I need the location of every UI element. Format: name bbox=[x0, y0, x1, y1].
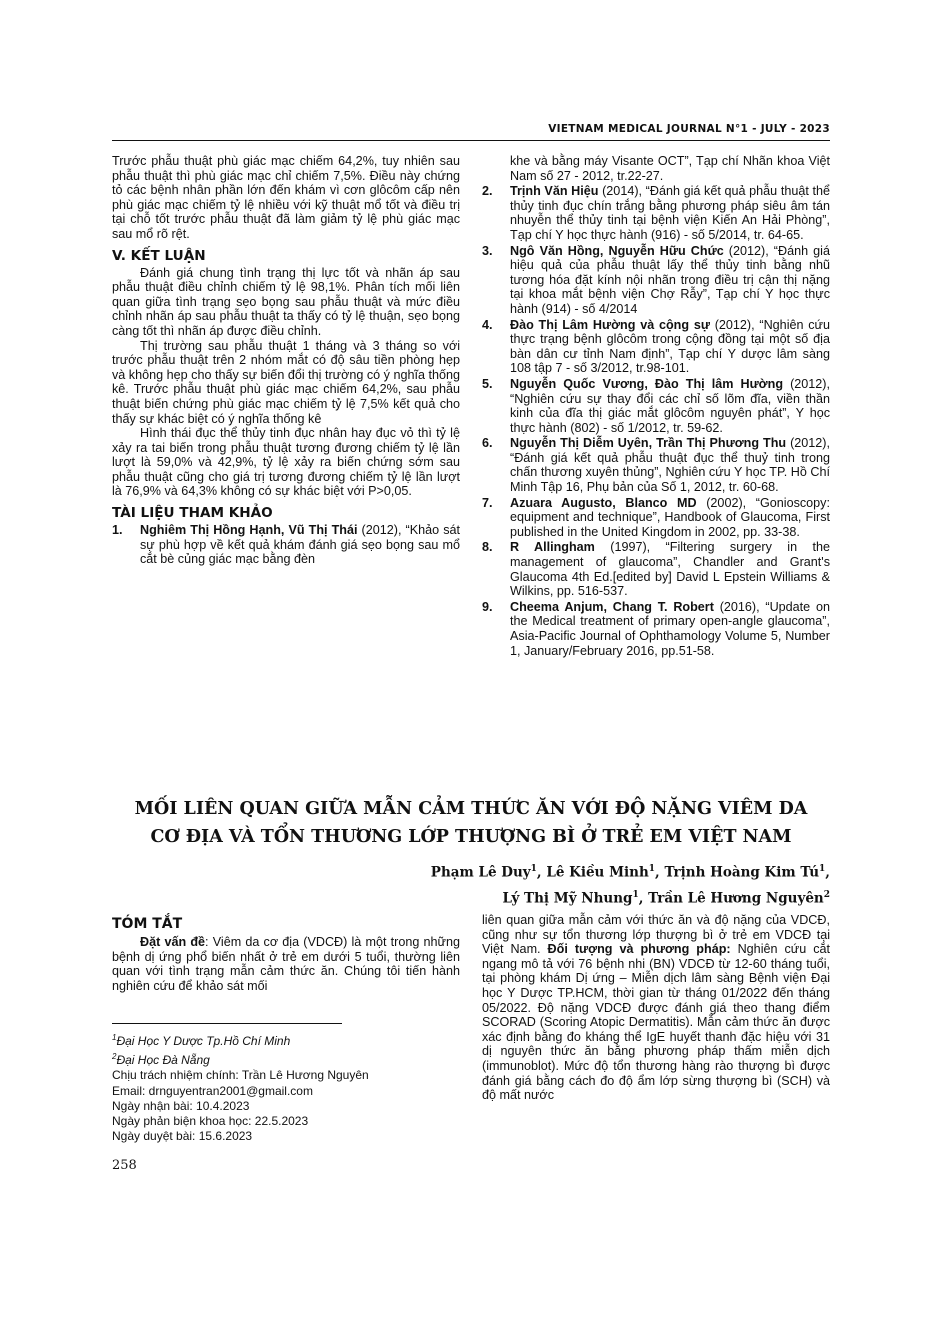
reference-text: (2012), “Nghiên cứu thực trạng bệnh glôcôm trong cộng đồng tại một số địa bàn dân cư tỉnh Nam định”, Tạp chí Y dược lâm sàng 108 tập 7 - số 3/2012, tr.98-101. bbox=[510, 317, 830, 376]
right-column bbox=[482, 154, 830, 659]
article-title bbox=[112, 795, 830, 851]
reference-text: (2002), “Gonioscopy: equipment and technique”, Handbook of Glaucoma, First published in the United Kingdom in 2002, pp. 33-38. bbox=[510, 495, 830, 539]
abstract-text: Nghiên cứu cắt ngang mô tả với 76 bệnh nhi (BN) VDCĐ từ 12-60 tháng tuổi, tại phòng khám Dị ứng – Miễn dịch lâm sàng Bệnh viện Đại học Y Dược TP.HCM, thời gian từ tháng 01/2022 đến tháng 05/2022. Độ nặng VDCĐ được đánh giá theo thang điểm SCORAD (Scoring Atopic Dermatitis). Mẫn cảm thức ăn được xác định bằng đo kháng thể IgE huyết thanh đặc hiệu với 31 dị nguyên thức ăn bằng phương pháp thấm miễn dịch (immunoblot). Mức độ tổn thương hàng rào thượng bì được đánh giá bằng cách đo độ ẩm lớp sừng thượng bì (SCH) và độ mất nước bbox=[482, 942, 831, 1103]
reference-authors: Azuara Augusto, Blanco MD bbox=[510, 495, 697, 510]
affiliation-marker: 1 bbox=[112, 1033, 117, 1042]
reference-number: 5. bbox=[482, 376, 493, 391]
reference-item bbox=[112, 523, 460, 567]
date-accepted: Ngày duyệt bài: 15.6.2023 bbox=[112, 1129, 253, 1144]
affiliation-marker: 2 bbox=[112, 1052, 117, 1062]
abstract-left-column bbox=[112, 913, 460, 993]
abstract-paragraph-1 bbox=[112, 935, 460, 993]
reference-item bbox=[482, 244, 830, 317]
reference-authors: Nguyễn Thị Diễm Uyên, Trần Thị Phương Thu bbox=[510, 436, 787, 451]
reference-number: 7. bbox=[482, 495, 493, 510]
reference-item bbox=[482, 436, 830, 494]
article-title-line-1: MỐI LIÊN QUAN GIỮA MẪN CẢM THỨC ĂN VỚI ĐỘ NẶNG VIÊM DA bbox=[134, 799, 808, 819]
author-name: Trịnh Hoàng Kim Tú bbox=[664, 864, 820, 881]
abstract-label-methods: Đối tượng và phương pháp: bbox=[547, 942, 731, 957]
reference-item bbox=[482, 496, 830, 540]
reference-text: (2012), “Nghiên cứu sự thay đổi các chỉ số lõm đĩa, viền thần kinh của đĩa thị giác mắt glôcôm nguyên phát”, Y học thực hành (802) - số 1/2012, tr. 59-62. bbox=[510, 376, 830, 435]
reference-text: (2012), “Đánh giá kết quả phẫu thuật đục thể thuỷ tinh trong chấn thương xuyên thủng”, Nghiên cứu Y học TP. Hồ Chí Minh Tập 16, Phụ bản của Số 1, 2012, tr. 60-68. bbox=[510, 436, 830, 495]
reference-text: (2014), “Đánh giá kết quả phẫu thuật thể thủy tinh đục chín trắng bằng phương pháp siêu âm tán nhuyễn thể thủy tinh tại bệnh viện Kiến An Hải Phòng”, Tạp chí Y học thực hành (916) - số 5/2014, tr. 64-65. bbox=[510, 184, 830, 242]
reference-text: khe và bằng máy Visante OCT”, Tạp chí Nhãn khoa Việt Nam số 27 - 2012, tr.22-27. bbox=[510, 154, 830, 183]
reference-text: (2016), “Update on the Medical treatment of primary open-angle glaucoma”, Asia-Pacific Journal of Ophthamology Volume 5, Number 1, January/February 2016, pp.51-58. bbox=[510, 599, 830, 658]
article-title-line-2: CƠ ĐỊA VÀ TỔN THƯƠNG LỚP THƯỢNG BÌ Ở TRẺ EM VIỆT NAM bbox=[150, 827, 792, 847]
reference-item bbox=[482, 184, 830, 242]
running-header: VIETNAM MEDICAL JOURNAL N°1 - JULY - 2023 bbox=[548, 123, 830, 135]
abstract-label-background: Đặt vấn đề bbox=[140, 935, 206, 949]
reference-number: 9. bbox=[482, 599, 493, 614]
reference-authors: Nghiêm Thị Hồng Hạnh, Vũ Thị Thái bbox=[140, 523, 358, 538]
reference-authors: R Allingham bbox=[510, 540, 595, 555]
reference-item bbox=[482, 540, 830, 598]
abstract-text: liên quan giữa mẫn cảm với thức ăn và độ nặng của VDCĐ, cũng như sự tổn thương lớp thượng bì ở trẻ em VDCĐ tại Việt Nam. bbox=[482, 913, 830, 957]
affiliation-marker: 1 bbox=[648, 864, 656, 874]
header-rule bbox=[112, 140, 830, 141]
reference-number: 4. bbox=[482, 317, 493, 332]
reference-item bbox=[482, 377, 830, 435]
author-line-2: Lý Thị Mỹ Nhung$^1$, Trần Lê Hương Nguyên$^2$ bbox=[502, 889, 830, 906]
author-name: Lê Kiều Minh bbox=[546, 864, 649, 881]
reference-text: (1997), “Filtering surgery in the management of glaucoma”, Chandler and Grant's Glaucoma 4th Ed.[edited by] David L Epstein Williams & Wilkins, pp. 516-537. bbox=[510, 540, 831, 599]
reference-authors: Cheema Anjum, Chang T. Robert bbox=[510, 599, 714, 614]
left-column bbox=[112, 154, 460, 568]
footnote-rule bbox=[112, 1023, 342, 1024]
reference-number: 2. bbox=[482, 184, 493, 199]
date-reviewed: Ngày phản biện khoa học: 22.5.2023 bbox=[112, 1114, 309, 1129]
email: Email: drnguyentran2001@gmail.com bbox=[112, 1083, 313, 1098]
reference-authors: Trịnh Văn Hiệu bbox=[510, 184, 599, 199]
reference-item bbox=[482, 318, 830, 376]
reference-item-continued bbox=[482, 154, 830, 183]
conclusion-paragraph-1: Đánh giá chung tình trạng thị lực tốt và nhãn áp sau phẫu thuật điều chỉnh chiếm tỷ lệ 98,1%. Phân tích mối liên quan giữa tình trạng sẹo bọng sau phẫu thuật và mức điều chỉnh nhãn áp sau phẫu thuật ta thấy có tỷ lệ thuận, sẹo bọng càng tốt thì nhãn áp được điều chỉnh. bbox=[112, 265, 460, 338]
abstract-paragraph-continued bbox=[482, 913, 830, 1103]
reference-number: 1. bbox=[112, 523, 123, 538]
corresponding-author: Chịu trách nhiệm chính: Trần Lê Hương Nguyên bbox=[112, 1068, 369, 1083]
abstract-right-column bbox=[482, 913, 830, 1103]
author-list bbox=[112, 858, 830, 909]
reference-authors: Đào Thị Lâm Hường và cộng sự bbox=[510, 317, 710, 332]
reference-authors: Nguyễn Quốc Vương, Đào Thị lâm Hường bbox=[510, 376, 784, 391]
author-name: Lý Thị Mỹ Nhung bbox=[502, 890, 633, 906]
affiliation-text: Đại Học Đà Nẵng bbox=[116, 1053, 210, 1068]
reference-text: (2012), “Đánh giá hiệu quả của phẫu thuật lấy thể thủy tinh bằng nhũ tương hóa đặt kính nội nhãn trong điều trị cận thị nặng tại khoa mắt bệnh viện Chợ Rẫy”, Tạp chí Y học thực hành (914) - số 4/2014 bbox=[510, 243, 830, 316]
abstract-heading: TÓM TẮT bbox=[112, 916, 183, 932]
affiliation-marker: 1 bbox=[632, 889, 639, 900]
reference-authors: Ngô Văn Hồng, Nguyễn Hữu Chức bbox=[510, 243, 724, 258]
author-name: Trần Lê Hương Nguyên bbox=[648, 890, 824, 906]
reference-item bbox=[482, 600, 830, 658]
footnotes bbox=[112, 1030, 460, 1144]
affiliation-2 bbox=[112, 1049, 460, 1068]
author-line-1: Phạm Lê Duy$^1$, Lê Kiều Minh$^1$, Trịnh Hoàng Kim $Tú^1$, bbox=[430, 864, 830, 881]
reference-number: 6. bbox=[482, 436, 493, 451]
abstract-text: : Viêm da cơ địa (VDCĐ) là một trong những bệnh dị ứng phổ biến nhất ở trẻ em dưới 5 tuổi, thường liên quan với tình trạng mẫn cảm thức ăn. Chúng tôi tiến hành nghiên cứu để khảo sát mối bbox=[112, 935, 460, 993]
reference-number: 3. bbox=[482, 243, 493, 258]
affiliation-marker: 1 bbox=[530, 864, 537, 874]
author-name: Phạm Lê Duy bbox=[430, 864, 531, 881]
date-received: Ngày nhận bài: 10.4.2023 bbox=[112, 1098, 250, 1113]
reference-list bbox=[112, 523, 460, 567]
conclusion-paragraph-3: Hình thái đục thể thủy tinh đục nhân hay đục vỏ thì tỷ lệ xảy ra tai biến trong phẫu thuật tương đương chiếm tỷ lệ lần lượt là 59,0% và 42,9%, tỷ lệ xảy ra biến chứng sớm sau phẫu thuật cũng cho giá trị tương đương chiếm tỷ lệ lần lượt là 76,9% và 64,3% không có sự khác biệt với P>0,05. bbox=[112, 426, 460, 499]
affiliation-text: Đại Học Y Dược Tp.Hồ Chí Minh bbox=[116, 1034, 291, 1048]
reference-list-continued bbox=[482, 154, 830, 658]
reference-number: 8. bbox=[482, 540, 493, 555]
affiliation-marker: 2 bbox=[823, 889, 830, 900]
affiliation-1 bbox=[112, 1030, 460, 1049]
conclusion-paragraph-2: Thị trường sau phẫu thuật 1 tháng và 3 tháng so với trước phẫu thuật trên 2 nhóm mắt có độ sâu tiền phòng hẹp và không hẹp cho thấy sự biến đổi thị trường có ý nghĩa thống kê. Trước phẫu thuật phù giác mạc chiếm 64,2%, sau phẫu thuật biến chứng phù giác mạc chiếm tỷ lệ 7,5% kết quả cho thấy sự khác biệt có ý nghĩa thống kê bbox=[112, 338, 460, 426]
affiliation-marker: 1 bbox=[819, 864, 826, 874]
page-number: 258 bbox=[112, 1158, 137, 1173]
reference-text: (2012), “Khảo sát sự phù hợp về kết quả khám đánh giá sẹo bọng sau mổ cắt bè củng giác mạc bằng đèn bbox=[140, 523, 460, 567]
section-heading-references: TÀI LIỆU THAM KHẢO bbox=[112, 505, 273, 522]
section-heading-conclusion: V. KẾT LUẬN bbox=[112, 247, 206, 264]
discussion-paragraph: Trước phẫu thuật phù giác mạc chiếm 64,2%, tuy nhiên sau phẫu thuật thì phù giác mạc chỉ chiếm 7,5%. Điều này chứng tỏ các bệnh nhân phần lớn đến khám vì cơn glôcôm cấp nên phù giác mạc chiếm tỷ lệ nhiều với kỹ thuật mổ tốt và điều trị tại chỗ tốt trước phẫu thuật đã làm giảm tỷ lệ phù giác mạc sau mổ rõ rệt. bbox=[112, 154, 460, 241]
